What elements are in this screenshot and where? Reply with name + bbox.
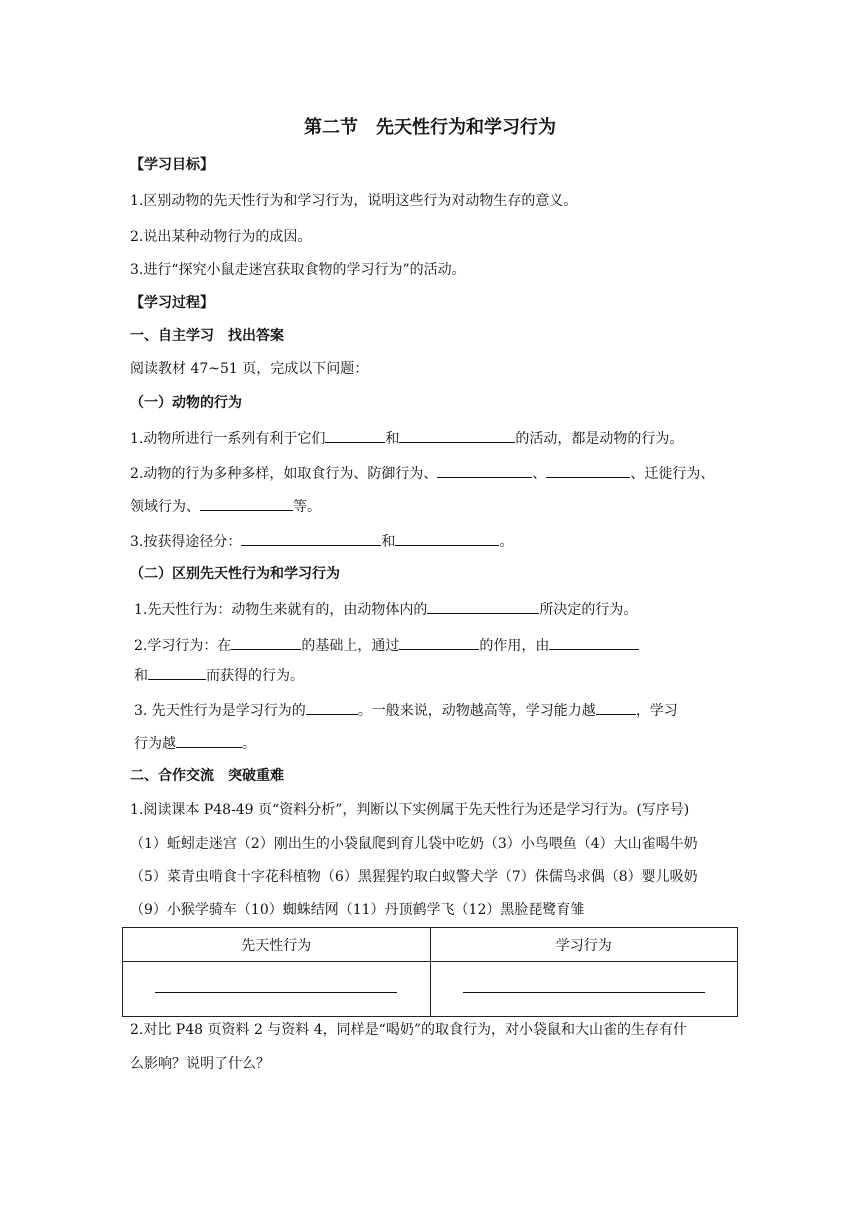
i3-text-a: 3. 先天性行为是学习行为的 bbox=[134, 703, 306, 719]
answer-line bbox=[155, 991, 397, 993]
i2-text-e: 而获得的行为。 bbox=[206, 668, 304, 684]
question-1 bbox=[130, 427, 738, 449]
q1-text-b: 和 bbox=[385, 431, 400, 447]
examples-line: （9）小猴学骑车（10）蜘蛛结网（11）丹顶鹤学飞（12）黑脸琵鹭育雏 bbox=[130, 902, 585, 918]
classification-table bbox=[122, 927, 738, 1017]
table-answer-learned[interactable] bbox=[430, 962, 738, 1017]
answer-line bbox=[463, 991, 705, 993]
question-2-part-two-cont: 么影响？说明了什么？ bbox=[130, 1056, 270, 1072]
i3-text-e: 。 bbox=[242, 736, 256, 752]
subsection-heading-behavior: （一）动物的行为 bbox=[130, 395, 242, 411]
fill-blank[interactable] bbox=[231, 634, 301, 650]
compare-item-2-cont bbox=[134, 664, 738, 686]
q2-text-a: 2.动物的行为多种多样，如取食行为、防御行为、 bbox=[130, 466, 438, 482]
fill-blank[interactable] bbox=[437, 462, 532, 478]
q3-text-b: 和 bbox=[381, 534, 396, 550]
fill-blank[interactable] bbox=[200, 495, 293, 511]
reading-instruction: 阅读教材 47~51 页，完成以下问题： bbox=[130, 361, 369, 377]
q1-text-c: 的活动，都是动物的行为。 bbox=[515, 431, 684, 447]
table-header-innate: 先天性行为 bbox=[123, 928, 431, 962]
part-two-heading: 二、合作交流 突破重难 bbox=[130, 768, 284, 784]
fill-blank[interactable] bbox=[549, 634, 639, 650]
table-answer-innate[interactable] bbox=[123, 962, 431, 1017]
fill-blank[interactable] bbox=[546, 462, 630, 478]
i1-text-b: 所决定的行为。 bbox=[539, 602, 638, 618]
question-2-part-two: 2.对比 P48 页资料 2 与资料 4，同样是“喝奶”的取食行为，对小袋鼠和大山雀的生存有什 bbox=[130, 1022, 687, 1038]
q3-text-c: 。 bbox=[499, 534, 514, 550]
table-header-learned: 学习行为 bbox=[430, 928, 738, 962]
q2-text-c: 、迁徙行为、 bbox=[630, 466, 715, 482]
i3-text-c: ，学习 bbox=[635, 703, 678, 719]
fill-blank[interactable] bbox=[241, 530, 381, 546]
fill-blank[interactable] bbox=[176, 732, 242, 748]
i3-text-d: 行为越 bbox=[134, 736, 176, 752]
compare-item-3-cont bbox=[134, 732, 738, 754]
page-title: 第二节 先天性行为和学习行为 bbox=[304, 117, 556, 138]
fill-blank[interactable] bbox=[427, 598, 539, 614]
q2-text-d: 领域行为、 bbox=[130, 499, 200, 515]
compare-item-2 bbox=[134, 634, 738, 656]
question-2 bbox=[130, 462, 738, 484]
part-one-heading: 一、自主学习 找出答案 bbox=[130, 328, 284, 344]
fill-blank[interactable] bbox=[399, 634, 479, 650]
question-2-cont bbox=[130, 495, 738, 517]
goal-item: 3.进行“探究小鼠走迷宫获取食物的学习行为”的活动。 bbox=[130, 262, 466, 278]
question-3 bbox=[130, 530, 738, 552]
i3-text-b: 。一般来说，动物越高等，学习能力越 bbox=[357, 703, 596, 719]
fill-blank[interactable] bbox=[596, 699, 636, 715]
compare-item-1 bbox=[134, 598, 738, 620]
fill-blank[interactable] bbox=[148, 664, 206, 680]
fill-blank[interactable] bbox=[325, 427, 385, 443]
i2-text-d: 和 bbox=[134, 668, 148, 684]
i2-text-b: 的基础上，通过 bbox=[301, 638, 400, 654]
q2-text-e: 等。 bbox=[293, 499, 321, 515]
i1-text-a: 1.先天性行为：动物生来就有的，由动物体内的 bbox=[134, 602, 428, 618]
examples-line: （1）蚯蚓走迷宫（2）刚出生的小袋鼠爬到育儿袋中吃奶（3）小鸟喂鱼（4）大山雀喝牛奶 bbox=[130, 836, 698, 852]
examples-line: （5）菜青虫啃食十字花科植物（6）黑猩猩钓取白蚁警犬学（7）侏儒鸟求偶（8）婴儿吸奶 bbox=[130, 869, 698, 885]
q1-text-a: 1.动物所进行一系列有利于它们 bbox=[130, 431, 326, 447]
section-heading-goals: 【学习目标】 bbox=[130, 157, 214, 173]
subsection-heading-compare: （二）区别先天性行为和学习行为 bbox=[130, 566, 340, 582]
part-two-instruction: 1.阅读课本 P48-49 页“资料分析”，判断以下实例属于先天性行为还是学习行为。(写序号) bbox=[130, 802, 690, 818]
q3-text-a: 3.按获得途径分： bbox=[130, 534, 242, 550]
goal-item: 1.区别动物的先天性行为和学习行为，说明这些行为对动物生存的意义。 bbox=[130, 193, 578, 209]
i2-text-c: 的作用，由 bbox=[479, 638, 550, 654]
goal-item: 2.说出某种动物行为的成因。 bbox=[130, 229, 312, 245]
q2-text-b: 、 bbox=[532, 466, 547, 482]
section-heading-process: 【学习过程】 bbox=[130, 295, 214, 311]
fill-blank[interactable] bbox=[399, 427, 515, 443]
i2-text-a: 2.学习行为：在 bbox=[134, 638, 232, 654]
compare-item-3 bbox=[134, 699, 738, 721]
fill-blank[interactable] bbox=[306, 699, 358, 715]
fill-blank[interactable] bbox=[395, 530, 499, 546]
